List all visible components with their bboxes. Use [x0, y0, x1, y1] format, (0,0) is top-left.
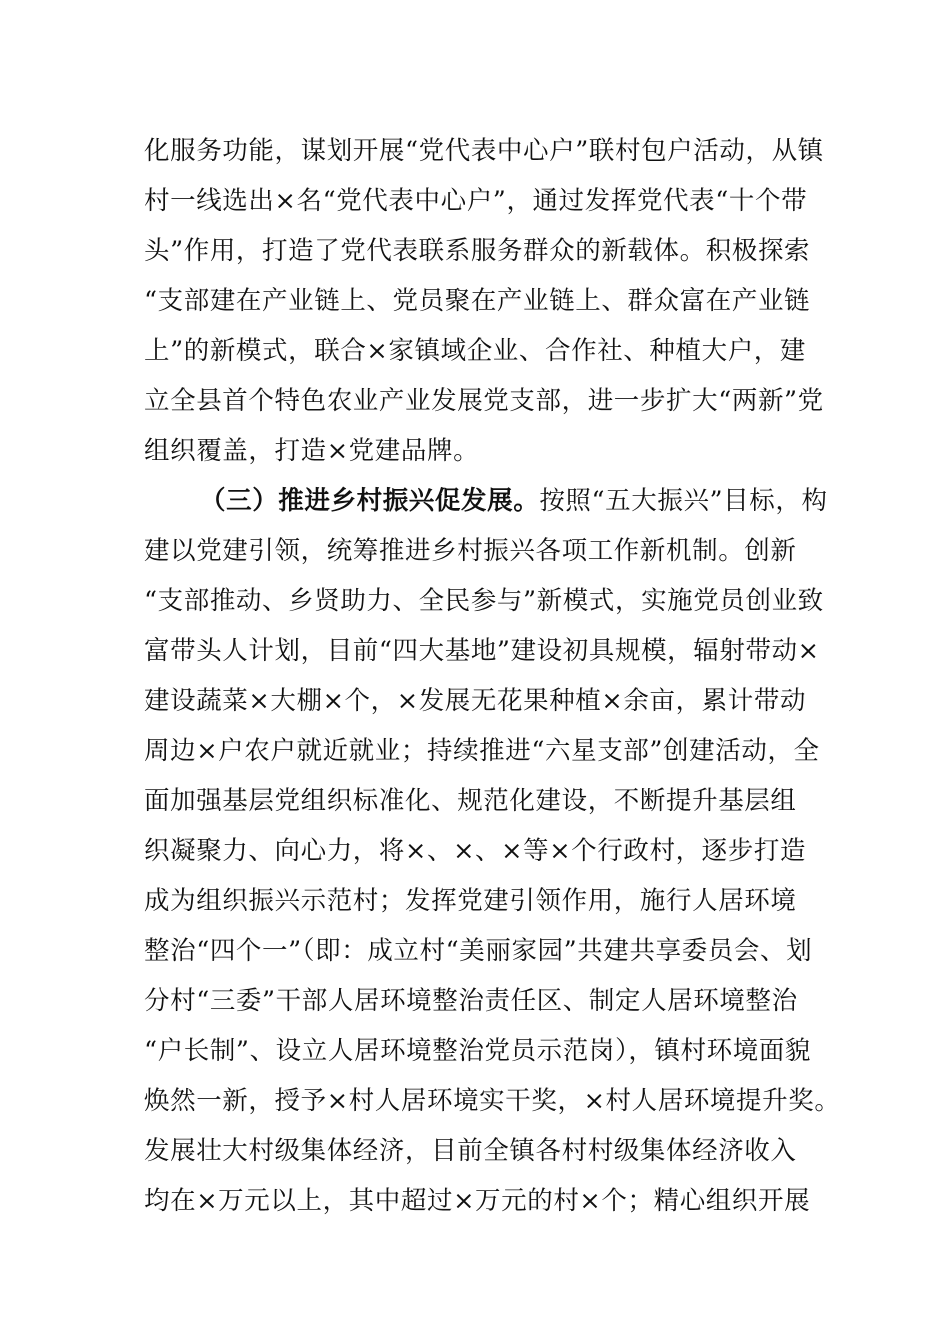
text-line: 富带头人计划，目前“四大基地”建设初具规模，辐射带动× — [144, 636, 820, 666]
text-line: 立全县首个特色农业产业发展党支部，进一步扩大“两新”党 — [144, 386, 824, 416]
text-line: 建以党建引领，统筹推进乡村振兴各项工作新机制。创新 — [144, 536, 797, 566]
text-line: 化服务功能，谋划开展“党代表中心户”联村包户活动，从镇 — [144, 136, 824, 166]
text-line: “支部推动、乡贤助力、全民参与”新模式，实施党员创业致 — [144, 586, 824, 616]
text-line: 上”的新模式，联合×家镇域企业、合作社、种植大户，建 — [144, 336, 807, 366]
text-line: 面加强基层党组织标准化、规范化建设，不断提升基层组 — [144, 786, 797, 816]
text-line: 周边×户农户就近就业；持续推进“六星支部”创建活动，全 — [144, 736, 820, 766]
text-line: 分村“三委”干部人居环境整治责任区、制定人居环境整治 — [144, 986, 798, 1016]
text-line: 均在×万元以上，其中超过×万元的村×个；精心组织开展 — [144, 1186, 811, 1216]
document-body — [144, 126, 841, 1226]
text-line: “支部建在产业链上、党员聚在产业链上、群众富在产业链 — [144, 286, 811, 316]
text-line: 组织覆盖，打造×党建品牌。 — [144, 436, 480, 466]
paragraph-2 — [144, 476, 841, 1226]
text-line: “户长制”、设立人居环境整治党员示范岗），镇村环境面貌 — [144, 1036, 812, 1066]
paragraph-1 — [144, 126, 824, 476]
text-line: 织凝聚力、向心力，将×、×、×等×个行政村，逐步打造 — [144, 836, 807, 866]
text-line: 建设蔬菜×大棚×个，×发展无花果种植×余亩，累计带动 — [144, 686, 807, 716]
text-line: 村一线选出×名“党代表中心户”，通过发挥党代表“十个带 — [144, 186, 808, 216]
text-line: 焕然一新，授予×村人居环境实干奖，×村人居环境提升奖。 — [144, 1086, 841, 1116]
heading-line-text: 按照“五大振兴”目标，构 — [539, 486, 828, 516]
text-line: 头”作用，打造了党代表联系服务群众的新载体。积极探索 — [144, 236, 811, 266]
section-heading: （三）推进乡村振兴促发展。 — [200, 486, 540, 516]
text-line: 整治“四个一”（即：成立村“美丽家园”共建共享委员会、划 — [144, 936, 813, 966]
text-line: 发展壮大村级集体经济，目前全镇各村村级集体经济收入 — [144, 1136, 797, 1166]
text-line-with-heading — [144, 476, 828, 526]
text-line: 成为组织振兴示范村；发挥党建引领作用，施行人居环境 — [144, 886, 797, 916]
